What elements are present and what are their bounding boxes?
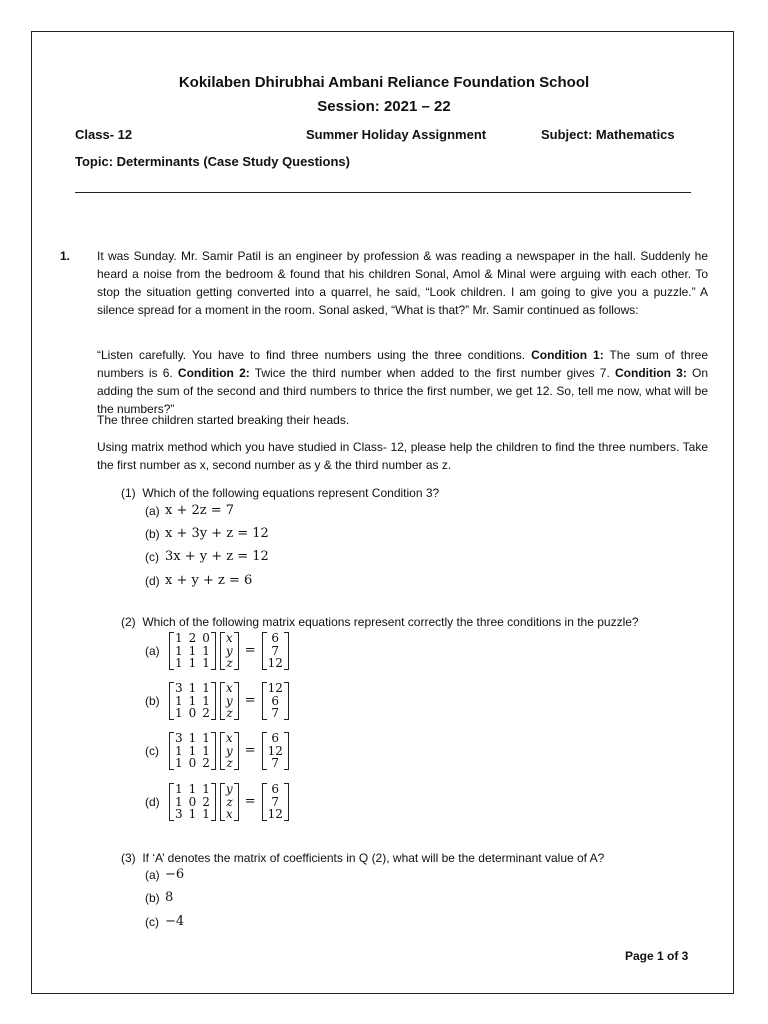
subq-1-option-a	[145, 503, 234, 518]
vector-entry: x	[225, 631, 233, 645]
vector-entry: y	[225, 643, 233, 658]
condition-2-label: Condition 2:	[177, 366, 250, 380]
vector-entry: 12	[267, 743, 283, 758]
vector-entry: z	[226, 756, 233, 770]
condition-3-label: Condition 3:	[615, 366, 687, 380]
vector-entry: 7	[271, 643, 280, 658]
page-number: Page 1 of 3	[625, 949, 689, 963]
page-border	[31, 31, 734, 994]
vector-entry: 6	[271, 631, 280, 645]
matrix-entry: 1	[175, 693, 183, 708]
condition-2-text: Twice the third number when added to the first number gives 7.	[249, 366, 615, 380]
matrix-entry: 1	[175, 706, 183, 720]
matrix-entry: 1	[202, 731, 210, 745]
header-divider	[75, 192, 691, 193]
option-expr: −4	[165, 914, 185, 929]
vector-entry: y	[225, 693, 233, 708]
option-label: (a)	[145, 643, 160, 658]
vector-entry: y	[225, 782, 233, 796]
vector-entry: x	[225, 681, 233, 695]
variable-vector	[220, 732, 239, 770]
vector-entry: 6	[271, 782, 280, 796]
matrix-entry: 2	[202, 706, 210, 720]
matrix-entry: 1	[202, 807, 210, 821]
coefficient-matrix	[169, 682, 216, 720]
assignment-label: Summer Holiday Assignment	[306, 127, 487, 142]
option-expr: x + y + z = 6	[165, 573, 253, 588]
subq-2-text: Which of the following matrix equations represent correctly the three conditions in the puzzle?	[142, 615, 639, 629]
option-label: (b)	[145, 890, 160, 905]
equals-sign: =	[244, 794, 256, 810]
matrix-entry: 1	[188, 643, 197, 658]
puzzle-intro: “Listen carefully. You have to find three numbers using the three conditions.	[97, 348, 532, 362]
vector-entry: x	[225, 731, 233, 745]
subq-1-option-d	[145, 573, 252, 588]
subq-1	[121, 486, 439, 500]
matrix-entry: 1	[188, 681, 197, 695]
matrix-entry: 2	[202, 756, 210, 770]
matrix-entry: 2	[202, 794, 210, 809]
subq-2-option-b	[145, 682, 291, 720]
matrix-entry: 1	[175, 631, 183, 645]
vector-entry: 6	[271, 693, 280, 708]
variable-vector	[220, 783, 239, 821]
matrix-entry: 3	[175, 681, 183, 695]
subject-label: Subject: Mathematics	[541, 127, 675, 142]
subq-3	[121, 851, 604, 865]
matrix-entry: 1	[188, 693, 197, 708]
vector-entry: z	[226, 794, 233, 809]
subq-3-option-b	[145, 890, 173, 905]
variable-vector	[220, 682, 239, 720]
matrix-entry: 3	[175, 807, 183, 821]
matrix-entry: 1	[202, 643, 210, 658]
vector-entry: 12	[267, 681, 283, 695]
option-label: (b)	[145, 693, 160, 708]
matrix-entry: 1	[175, 756, 183, 770]
vector-entry: x	[225, 807, 233, 821]
option-label: (d)	[145, 794, 160, 809]
vector-entry: 12	[267, 807, 283, 821]
subq-3-text: If ‘A’ denotes the matrix of coefficients in Q (2), what will be the determinant value of A?	[142, 851, 605, 865]
matrix-entry: 1	[188, 807, 197, 821]
subq-2-number: (2)	[121, 615, 136, 629]
matrix-entry: 2	[188, 631, 197, 645]
option-expr: 8	[165, 890, 174, 905]
constant-vector	[262, 783, 289, 821]
vector-entry: 7	[271, 706, 280, 720]
condition-3-text: On adding the sum of the second and third numbers to thrice the first number, we get 12. So, tell me now, what will be the numbers?”	[97, 366, 709, 416]
story-paragraph: It was Sunday. Mr. Samir Patil is an engineer by profession & was reading a newspaper in the hall. Suddenly he heard a noise from the bedroom & found that his children Sonal, Amol & Minal were arguing with each other. To stop the situation getting converted into a quarrel, he said, “Look children. I am going to give you a puzzle.” A silence spread for a moment in the room. Sonal asked, “What is that?” Mr. Samir continued as follows:	[97, 249, 708, 317]
vector-entry: z	[226, 706, 233, 720]
subq-2	[121, 615, 639, 629]
equals-sign: =	[244, 743, 256, 759]
matrix-entry: 1	[202, 693, 210, 708]
option-expr: x + 2z = 7	[165, 503, 235, 518]
class-label: Class- 12	[75, 127, 133, 142]
vector-entry: 7	[271, 794, 280, 809]
coefficient-matrix	[169, 783, 216, 821]
constant-vector	[262, 732, 289, 770]
option-label: (d)	[145, 573, 160, 588]
option-expr: x + 3y + z = 12	[165, 526, 269, 541]
constant-vector	[262, 632, 289, 670]
option-label: (c)	[145, 914, 159, 929]
matrix-entry: 1	[175, 656, 183, 670]
matrix-entry: 1	[188, 656, 197, 670]
matrix-entry: 0	[188, 706, 197, 720]
subq-3-number: (3)	[121, 851, 136, 865]
condition-1-label: Condition 1:	[531, 348, 604, 362]
method-paragraph: Using matrix method which you have studied in Class- 12, please help the children to find the three numbers. Take the first number as x, second number as y & the third number as z.	[97, 440, 708, 472]
matrix-entry: 0	[188, 794, 197, 809]
school-name: Kokilaben Dhirubhai Ambani Reliance Foundation School	[178, 74, 590, 91]
option-expr: −6	[165, 867, 185, 882]
subq-3-option-c	[145, 914, 184, 929]
equals-sign: =	[244, 643, 256, 659]
option-label: (c)	[145, 743, 159, 758]
matrix-entry: 0	[188, 756, 197, 770]
matrix-entry: 1	[188, 731, 197, 745]
equals-sign: =	[244, 693, 256, 709]
matrix-entry: 1	[202, 743, 210, 758]
topic-label: Topic: Determinants (Case Study Questions)	[75, 154, 350, 169]
children-paragraph: The three children started breaking their heads.	[97, 413, 350, 427]
vector-entry: 7	[271, 756, 280, 770]
matrix-entry: 1	[175, 743, 183, 758]
matrix-entry: 1	[202, 656, 210, 670]
vector-entry: 6	[271, 731, 280, 745]
matrix-entry: 3	[175, 731, 183, 745]
matrix-entry: 0	[202, 631, 210, 645]
vector-entry: y	[225, 743, 233, 758]
matrix-entry: 1	[175, 794, 183, 809]
coefficient-matrix	[169, 732, 216, 770]
subq-3-option-a	[145, 867, 184, 882]
variable-vector	[220, 632, 239, 670]
subq-1-text: Which of the following equations represent Condition 3?	[142, 486, 440, 500]
subq-2-option-c	[145, 732, 291, 770]
matrix-entry: 1	[202, 681, 210, 695]
question-number: 1.	[60, 249, 71, 263]
vector-entry: z	[226, 656, 233, 670]
constant-vector	[262, 682, 289, 720]
matrix-entry: 1	[188, 743, 197, 758]
vector-entry: 12	[267, 656, 283, 670]
matrix-entry: 1	[175, 643, 183, 658]
option-expr: 3x + y + z = 12	[165, 549, 269, 564]
subq-1-option-c	[145, 549, 269, 564]
option-label: (b)	[145, 526, 160, 541]
matrix-entry: 1	[202, 782, 210, 796]
matrix-entry: 1	[188, 782, 197, 796]
matrix-entry: 1	[175, 782, 183, 796]
session: Session: 2021 – 22	[317, 98, 451, 115]
subq-1-number: (1)	[121, 486, 136, 500]
condition-1-text: The sum of three numbers is 6.	[97, 348, 708, 380]
coefficient-matrix	[169, 632, 216, 670]
option-label: (a)	[145, 867, 160, 882]
puzzle-paragraph	[97, 346, 708, 418]
option-label: (c)	[145, 549, 159, 564]
option-label: (a)	[145, 503, 160, 518]
subq-1-option-b	[145, 526, 269, 541]
subq-2-option-a	[145, 632, 291, 670]
subq-2-option-d	[145, 783, 291, 821]
